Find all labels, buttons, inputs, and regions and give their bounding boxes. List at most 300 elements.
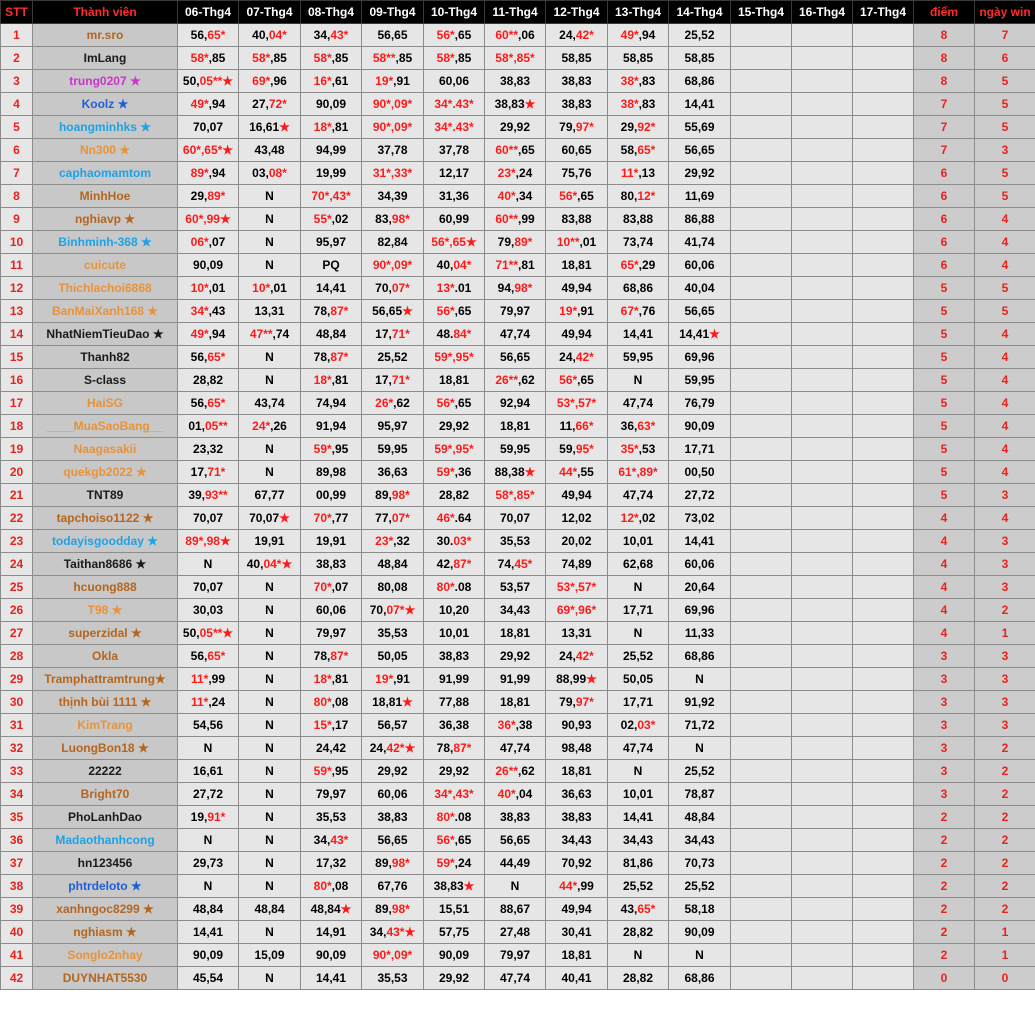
day-cell-empty[interactable] bbox=[731, 93, 792, 116]
day-cell[interactable] bbox=[178, 760, 239, 783]
win-days-cell[interactable]: 3 bbox=[975, 645, 1035, 668]
day-cell[interactable] bbox=[424, 852, 485, 875]
points-cell[interactable]: 2 bbox=[914, 806, 975, 829]
points-cell[interactable]: 5 bbox=[914, 415, 975, 438]
member-name[interactable]: nghiasm ★ bbox=[33, 921, 178, 944]
day-cell[interactable] bbox=[424, 139, 485, 162]
points-cell[interactable]: 7 bbox=[914, 116, 975, 139]
table-row[interactable] bbox=[1, 254, 1035, 277]
day-cell[interactable] bbox=[239, 461, 301, 484]
win-days-cell[interactable]: 3 bbox=[975, 668, 1035, 691]
day-cell[interactable] bbox=[178, 484, 239, 507]
day-cell[interactable] bbox=[546, 323, 608, 346]
points-cell[interactable]: 3 bbox=[914, 668, 975, 691]
day-cell-empty[interactable] bbox=[792, 714, 853, 737]
day-cell-empty[interactable] bbox=[731, 668, 792, 691]
header-member[interactable]: Thành viên bbox=[33, 1, 178, 24]
header-d06[interactable]: 06-Thg4 bbox=[178, 1, 239, 24]
day-cell-empty[interactable] bbox=[792, 47, 853, 70]
day-cell[interactable] bbox=[546, 507, 608, 530]
member-name[interactable]: phtrdeloto ★ bbox=[33, 875, 178, 898]
day-cell[interactable] bbox=[546, 622, 608, 645]
row-number[interactable]: 7 bbox=[1, 162, 33, 185]
day-cell[interactable] bbox=[362, 323, 424, 346]
member-name[interactable]: tapchoiso1122 ★ bbox=[33, 507, 178, 530]
day-cell[interactable] bbox=[669, 806, 731, 829]
day-cell[interactable] bbox=[178, 668, 239, 691]
member-name[interactable]: Binhminh-368 ★ bbox=[33, 231, 178, 254]
day-cell[interactable] bbox=[669, 507, 731, 530]
day-cell-empty[interactable] bbox=[792, 369, 853, 392]
table-row[interactable] bbox=[1, 783, 1035, 806]
day-cell[interactable] bbox=[608, 93, 669, 116]
day-cell[interactable] bbox=[362, 576, 424, 599]
day-cell[interactable] bbox=[669, 530, 731, 553]
day-cell[interactable] bbox=[239, 875, 301, 898]
day-cell[interactable] bbox=[178, 829, 239, 852]
day-cell-empty[interactable] bbox=[853, 760, 914, 783]
day-cell[interactable] bbox=[485, 346, 546, 369]
day-cell[interactable] bbox=[424, 691, 485, 714]
day-cell[interactable] bbox=[178, 783, 239, 806]
day-cell[interactable] bbox=[301, 599, 362, 622]
table-row[interactable] bbox=[1, 231, 1035, 254]
table-row[interactable] bbox=[1, 967, 1035, 990]
member-name[interactable]: cuicute bbox=[33, 254, 178, 277]
day-cell[interactable] bbox=[669, 760, 731, 783]
day-cell-empty[interactable] bbox=[731, 461, 792, 484]
win-days-cell[interactable]: 3 bbox=[975, 139, 1035, 162]
win-days-cell[interactable]: 3 bbox=[975, 714, 1035, 737]
day-cell-empty[interactable] bbox=[853, 875, 914, 898]
day-cell[interactable] bbox=[546, 116, 608, 139]
day-cell-empty[interactable] bbox=[853, 116, 914, 139]
day-cell[interactable] bbox=[485, 277, 546, 300]
win-days-cell[interactable]: 2 bbox=[975, 829, 1035, 852]
day-cell[interactable] bbox=[178, 369, 239, 392]
day-cell[interactable] bbox=[608, 576, 669, 599]
day-cell[interactable] bbox=[362, 507, 424, 530]
day-cell[interactable] bbox=[546, 24, 608, 47]
points-cell[interactable]: 5 bbox=[914, 323, 975, 346]
day-cell[interactable] bbox=[424, 829, 485, 852]
day-cell[interactable] bbox=[239, 415, 301, 438]
day-cell[interactable] bbox=[301, 24, 362, 47]
win-days-cell[interactable]: 5 bbox=[975, 70, 1035, 93]
day-cell[interactable] bbox=[362, 346, 424, 369]
day-cell[interactable] bbox=[608, 875, 669, 898]
day-cell[interactable] bbox=[424, 93, 485, 116]
day-cell[interactable] bbox=[301, 461, 362, 484]
day-cell[interactable] bbox=[485, 875, 546, 898]
table-row[interactable] bbox=[1, 116, 1035, 139]
member-name[interactable]: nghiavp ★ bbox=[33, 208, 178, 231]
member-name[interactable]: caphaomamtom bbox=[33, 162, 178, 185]
table-row[interactable] bbox=[1, 415, 1035, 438]
day-cell[interactable] bbox=[301, 806, 362, 829]
day-cell[interactable] bbox=[608, 116, 669, 139]
row-number[interactable]: 26 bbox=[1, 599, 33, 622]
day-cell[interactable] bbox=[424, 185, 485, 208]
day-cell[interactable] bbox=[485, 576, 546, 599]
points-cell[interactable]: 5 bbox=[914, 392, 975, 415]
win-days-cell[interactable]: 2 bbox=[975, 806, 1035, 829]
day-cell-empty[interactable] bbox=[853, 24, 914, 47]
day-cell[interactable] bbox=[485, 369, 546, 392]
day-cell[interactable] bbox=[485, 254, 546, 277]
day-cell-empty[interactable] bbox=[853, 47, 914, 70]
day-cell[interactable] bbox=[239, 714, 301, 737]
day-cell[interactable] bbox=[301, 921, 362, 944]
day-cell[interactable] bbox=[424, 967, 485, 990]
day-cell[interactable] bbox=[424, 369, 485, 392]
table-row[interactable] bbox=[1, 47, 1035, 70]
day-cell-empty[interactable] bbox=[853, 852, 914, 875]
table-row[interactable] bbox=[1, 139, 1035, 162]
win-days-cell[interactable]: 1 bbox=[975, 944, 1035, 967]
day-cell[interactable] bbox=[669, 277, 731, 300]
day-cell[interactable] bbox=[301, 530, 362, 553]
day-cell-empty[interactable] bbox=[731, 208, 792, 231]
day-cell-empty[interactable] bbox=[792, 346, 853, 369]
table-row[interactable] bbox=[1, 599, 1035, 622]
day-cell[interactable] bbox=[178, 139, 239, 162]
table-row[interactable] bbox=[1, 24, 1035, 47]
day-cell[interactable] bbox=[424, 484, 485, 507]
day-cell[interactable] bbox=[178, 461, 239, 484]
header-d14[interactable]: 14-Thg4 bbox=[669, 1, 731, 24]
day-cell-empty[interactable] bbox=[731, 829, 792, 852]
day-cell[interactable] bbox=[608, 415, 669, 438]
row-number[interactable]: 21 bbox=[1, 484, 33, 507]
day-cell[interactable] bbox=[424, 24, 485, 47]
table-row[interactable] bbox=[1, 714, 1035, 737]
win-days-cell[interactable]: 2 bbox=[975, 760, 1035, 783]
day-cell[interactable] bbox=[178, 346, 239, 369]
points-cell[interactable]: 2 bbox=[914, 921, 975, 944]
day-cell[interactable] bbox=[608, 714, 669, 737]
day-cell-empty[interactable] bbox=[731, 231, 792, 254]
day-cell-empty[interactable] bbox=[792, 944, 853, 967]
day-cell[interactable] bbox=[178, 254, 239, 277]
row-number[interactable]: 1 bbox=[1, 24, 33, 47]
member-name[interactable]: Tramphattramtrung★ bbox=[33, 668, 178, 691]
day-cell-empty[interactable] bbox=[792, 921, 853, 944]
table-row[interactable] bbox=[1, 576, 1035, 599]
win-days-cell[interactable]: 5 bbox=[975, 300, 1035, 323]
day-cell-empty[interactable] bbox=[853, 714, 914, 737]
day-cell[interactable] bbox=[239, 93, 301, 116]
member-name[interactable]: Taithan8686 ★ bbox=[33, 553, 178, 576]
day-cell[interactable] bbox=[424, 921, 485, 944]
day-cell[interactable] bbox=[301, 346, 362, 369]
day-cell[interactable] bbox=[546, 806, 608, 829]
points-cell[interactable]: 5 bbox=[914, 346, 975, 369]
day-cell-empty[interactable] bbox=[853, 507, 914, 530]
day-cell[interactable] bbox=[362, 898, 424, 921]
points-cell[interactable]: 3 bbox=[914, 760, 975, 783]
day-cell-empty[interactable] bbox=[792, 254, 853, 277]
day-cell[interactable] bbox=[485, 967, 546, 990]
day-cell[interactable] bbox=[608, 967, 669, 990]
day-cell-empty[interactable] bbox=[731, 875, 792, 898]
day-cell[interactable] bbox=[485, 852, 546, 875]
points-cell[interactable]: 2 bbox=[914, 852, 975, 875]
day-cell[interactable] bbox=[669, 392, 731, 415]
day-cell[interactable] bbox=[362, 783, 424, 806]
member-name[interactable]: xanhngoc8299 ★ bbox=[33, 898, 178, 921]
day-cell-empty[interactable] bbox=[731, 944, 792, 967]
day-cell[interactable] bbox=[362, 829, 424, 852]
win-days-cell[interactable]: 3 bbox=[975, 484, 1035, 507]
day-cell[interactable] bbox=[424, 944, 485, 967]
day-cell-empty[interactable] bbox=[731, 967, 792, 990]
day-cell[interactable] bbox=[178, 277, 239, 300]
day-cell-empty[interactable] bbox=[792, 668, 853, 691]
day-cell[interactable] bbox=[178, 93, 239, 116]
day-cell[interactable] bbox=[669, 254, 731, 277]
day-cell[interactable] bbox=[178, 714, 239, 737]
day-cell[interactable] bbox=[669, 599, 731, 622]
day-cell[interactable] bbox=[301, 668, 362, 691]
day-cell[interactable] bbox=[424, 576, 485, 599]
win-days-cell[interactable]: 5 bbox=[975, 162, 1035, 185]
day-cell-empty[interactable] bbox=[853, 392, 914, 415]
win-days-cell[interactable]: 2 bbox=[975, 898, 1035, 921]
win-days-cell[interactable]: 3 bbox=[975, 530, 1035, 553]
win-days-cell[interactable]: 5 bbox=[975, 185, 1035, 208]
day-cell[interactable] bbox=[178, 116, 239, 139]
member-name[interactable]: DUYNHAT5530 bbox=[33, 967, 178, 990]
day-cell-empty[interactable] bbox=[731, 47, 792, 70]
day-cell-empty[interactable] bbox=[853, 369, 914, 392]
day-cell[interactable] bbox=[608, 599, 669, 622]
day-cell[interactable] bbox=[239, 645, 301, 668]
table-row[interactable] bbox=[1, 392, 1035, 415]
header-d13[interactable]: 13-Thg4 bbox=[608, 1, 669, 24]
day-cell-empty[interactable] bbox=[731, 323, 792, 346]
day-cell[interactable] bbox=[669, 576, 731, 599]
day-cell-empty[interactable] bbox=[731, 415, 792, 438]
day-cell-empty[interactable] bbox=[853, 576, 914, 599]
day-cell[interactable] bbox=[485, 300, 546, 323]
win-days-cell[interactable]: 4 bbox=[975, 323, 1035, 346]
day-cell[interactable] bbox=[485, 691, 546, 714]
day-cell-empty[interactable] bbox=[792, 323, 853, 346]
table-row[interactable] bbox=[1, 300, 1035, 323]
win-days-cell[interactable]: 4 bbox=[975, 415, 1035, 438]
day-cell[interactable] bbox=[485, 829, 546, 852]
day-cell-empty[interactable] bbox=[792, 829, 853, 852]
day-cell[interactable] bbox=[301, 116, 362, 139]
member-name[interactable]: 22222 bbox=[33, 760, 178, 783]
day-cell-empty[interactable] bbox=[731, 507, 792, 530]
day-cell-empty[interactable] bbox=[853, 346, 914, 369]
day-cell[interactable] bbox=[239, 783, 301, 806]
day-cell-empty[interactable] bbox=[853, 829, 914, 852]
day-cell[interactable] bbox=[546, 691, 608, 714]
day-cell[interactable] bbox=[239, 553, 301, 576]
day-cell-empty[interactable] bbox=[731, 576, 792, 599]
row-number[interactable]: 28 bbox=[1, 645, 33, 668]
day-cell[interactable] bbox=[424, 300, 485, 323]
day-cell[interactable] bbox=[546, 530, 608, 553]
day-cell[interactable] bbox=[178, 645, 239, 668]
row-number[interactable]: 12 bbox=[1, 277, 33, 300]
points-cell[interactable]: 8 bbox=[914, 70, 975, 93]
win-days-cell[interactable]: 5 bbox=[975, 93, 1035, 116]
day-cell-empty[interactable] bbox=[853, 93, 914, 116]
table-row[interactable] bbox=[1, 438, 1035, 461]
day-cell[interactable] bbox=[546, 783, 608, 806]
day-cell[interactable] bbox=[239, 185, 301, 208]
win-days-cell[interactable]: 2 bbox=[975, 783, 1035, 806]
day-cell[interactable] bbox=[362, 921, 424, 944]
day-cell[interactable] bbox=[301, 277, 362, 300]
day-cell[interactable] bbox=[546, 553, 608, 576]
day-cell-empty[interactable] bbox=[731, 277, 792, 300]
table-row[interactable] bbox=[1, 185, 1035, 208]
day-cell[interactable] bbox=[424, 438, 485, 461]
day-cell[interactable] bbox=[362, 231, 424, 254]
day-cell[interactable] bbox=[301, 507, 362, 530]
day-cell-empty[interactable] bbox=[792, 691, 853, 714]
day-cell[interactable] bbox=[424, 898, 485, 921]
day-cell-empty[interactable] bbox=[792, 139, 853, 162]
day-cell[interactable] bbox=[239, 162, 301, 185]
day-cell[interactable] bbox=[178, 24, 239, 47]
day-cell-empty[interactable] bbox=[853, 323, 914, 346]
day-cell-empty[interactable] bbox=[853, 139, 914, 162]
day-cell-empty[interactable] bbox=[792, 116, 853, 139]
header-d10[interactable]: 10-Thg4 bbox=[424, 1, 485, 24]
day-cell[interactable] bbox=[669, 208, 731, 231]
points-cell[interactable]: 8 bbox=[914, 47, 975, 70]
row-number[interactable]: 37 bbox=[1, 852, 33, 875]
day-cell-empty[interactable] bbox=[853, 185, 914, 208]
day-cell[interactable] bbox=[178, 507, 239, 530]
day-cell-empty[interactable] bbox=[792, 852, 853, 875]
day-cell[interactable] bbox=[485, 484, 546, 507]
day-cell[interactable] bbox=[485, 415, 546, 438]
day-cell[interactable] bbox=[546, 829, 608, 852]
day-cell[interactable] bbox=[301, 714, 362, 737]
day-cell[interactable] bbox=[424, 530, 485, 553]
day-cell-empty[interactable] bbox=[731, 392, 792, 415]
day-cell[interactable] bbox=[362, 70, 424, 93]
day-cell[interactable] bbox=[669, 691, 731, 714]
table-row[interactable] bbox=[1, 507, 1035, 530]
day-cell[interactable] bbox=[485, 323, 546, 346]
day-cell[interactable] bbox=[178, 47, 239, 70]
points-cell[interactable]: 2 bbox=[914, 829, 975, 852]
day-cell-empty[interactable] bbox=[853, 254, 914, 277]
day-cell[interactable] bbox=[424, 47, 485, 70]
win-days-cell[interactable]: 4 bbox=[975, 507, 1035, 530]
day-cell[interactable] bbox=[608, 806, 669, 829]
day-cell[interactable] bbox=[669, 967, 731, 990]
day-cell[interactable] bbox=[608, 645, 669, 668]
day-cell[interactable] bbox=[669, 921, 731, 944]
win-days-cell[interactable]: 3 bbox=[975, 553, 1035, 576]
day-cell[interactable] bbox=[485, 93, 546, 116]
row-number[interactable]: 10 bbox=[1, 231, 33, 254]
day-cell[interactable] bbox=[546, 484, 608, 507]
points-cell[interactable]: 3 bbox=[914, 714, 975, 737]
day-cell-empty[interactable] bbox=[792, 24, 853, 47]
day-cell[interactable] bbox=[301, 392, 362, 415]
day-cell[interactable] bbox=[301, 323, 362, 346]
member-name[interactable]: ____MuaSaoBang__ bbox=[33, 415, 178, 438]
day-cell[interactable] bbox=[239, 668, 301, 691]
points-cell[interactable]: 5 bbox=[914, 461, 975, 484]
day-cell[interactable] bbox=[301, 47, 362, 70]
header-d16[interactable]: 16-Thg4 bbox=[792, 1, 853, 24]
day-cell[interactable] bbox=[424, 231, 485, 254]
row-number[interactable]: 38 bbox=[1, 875, 33, 898]
day-cell[interactable] bbox=[301, 438, 362, 461]
day-cell[interactable] bbox=[546, 185, 608, 208]
day-cell[interactable] bbox=[546, 254, 608, 277]
day-cell[interactable] bbox=[362, 438, 424, 461]
day-cell[interactable] bbox=[608, 231, 669, 254]
win-days-cell[interactable]: 4 bbox=[975, 231, 1035, 254]
day-cell[interactable] bbox=[362, 24, 424, 47]
points-cell[interactable]: 5 bbox=[914, 277, 975, 300]
day-cell[interactable] bbox=[669, 300, 731, 323]
member-name[interactable]: HaiSG bbox=[33, 392, 178, 415]
day-cell[interactable] bbox=[362, 967, 424, 990]
row-number[interactable]: 32 bbox=[1, 737, 33, 760]
day-cell[interactable] bbox=[485, 599, 546, 622]
day-cell[interactable] bbox=[608, 24, 669, 47]
day-cell[interactable] bbox=[608, 484, 669, 507]
day-cell[interactable] bbox=[485, 668, 546, 691]
table-row[interactable] bbox=[1, 277, 1035, 300]
day-cell-empty[interactable] bbox=[731, 783, 792, 806]
day-cell-empty[interactable] bbox=[731, 346, 792, 369]
day-cell[interactable] bbox=[608, 668, 669, 691]
day-cell[interactable] bbox=[362, 47, 424, 70]
day-cell[interactable] bbox=[239, 967, 301, 990]
day-cell-empty[interactable] bbox=[792, 806, 853, 829]
day-cell[interactable] bbox=[362, 461, 424, 484]
day-cell[interactable] bbox=[608, 691, 669, 714]
member-name[interactable]: MinhHoe bbox=[33, 185, 178, 208]
day-cell[interactable] bbox=[669, 47, 731, 70]
member-name[interactable]: Thichlachoi6868 bbox=[33, 277, 178, 300]
day-cell[interactable] bbox=[362, 139, 424, 162]
day-cell[interactable] bbox=[546, 346, 608, 369]
win-days-cell[interactable]: 4 bbox=[975, 254, 1035, 277]
day-cell[interactable] bbox=[362, 553, 424, 576]
day-cell[interactable] bbox=[546, 277, 608, 300]
day-cell[interactable] bbox=[178, 185, 239, 208]
day-cell-empty[interactable] bbox=[792, 645, 853, 668]
day-cell[interactable] bbox=[239, 806, 301, 829]
row-number[interactable]: 25 bbox=[1, 576, 33, 599]
day-cell[interactable] bbox=[485, 737, 546, 760]
day-cell[interactable] bbox=[424, 714, 485, 737]
table-row[interactable] bbox=[1, 461, 1035, 484]
table-row[interactable] bbox=[1, 875, 1035, 898]
row-number[interactable]: 24 bbox=[1, 553, 33, 576]
day-cell[interactable] bbox=[608, 392, 669, 415]
day-cell[interactable] bbox=[301, 254, 362, 277]
day-cell[interactable] bbox=[669, 93, 731, 116]
day-cell-empty[interactable] bbox=[792, 392, 853, 415]
day-cell[interactable] bbox=[301, 300, 362, 323]
